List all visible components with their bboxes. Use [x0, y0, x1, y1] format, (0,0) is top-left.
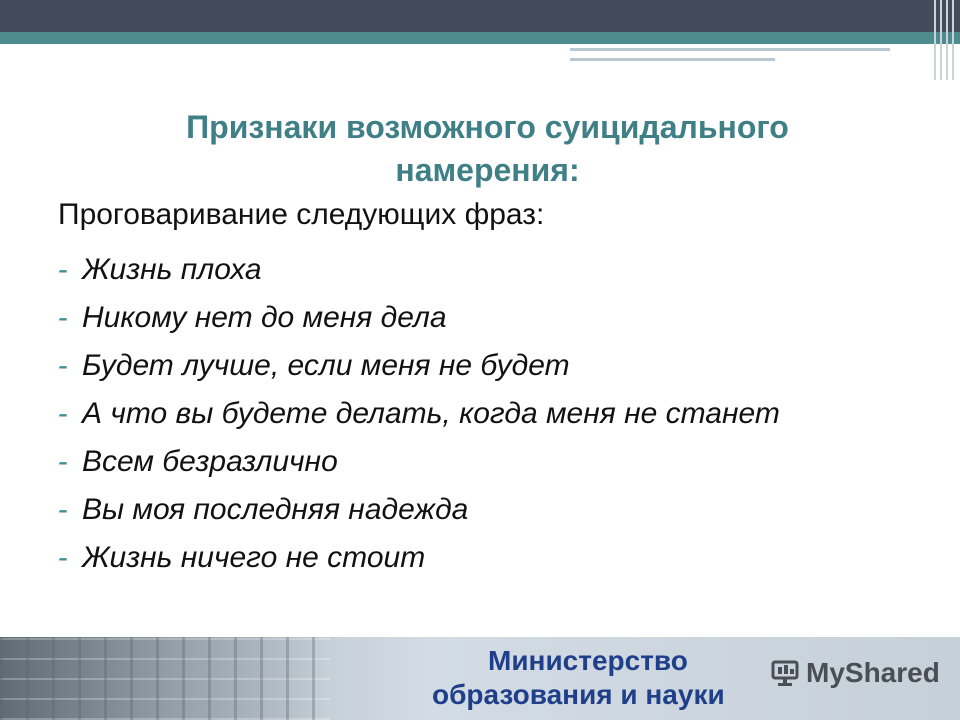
list-item	[58, 252, 878, 287]
list-item	[58, 300, 878, 335]
slide-intro: Проговаривание следующих фраз:	[58, 198, 545, 231]
logo-text: MyShared	[806, 657, 940, 688]
list-item-text: Жизнь ничего не стоит	[82, 541, 426, 574]
list-item-text: Всем безразлично	[82, 445, 338, 478]
bullet-dash: -	[58, 397, 68, 430]
decorative-line	[570, 48, 890, 51]
presentation-screen-icon	[770, 658, 800, 688]
bullet-dash: -	[58, 253, 68, 286]
building-photo	[0, 637, 330, 720]
list-item-text: Жизнь плоха	[82, 253, 262, 286]
bullet-list	[58, 252, 878, 588]
bullet-dash: -	[58, 445, 68, 478]
ministry-title-line1: Министерство	[488, 645, 688, 676]
bullet-dash: -	[58, 541, 68, 574]
slide-title: Признаки возможного суицидального намерения:	[186, 109, 789, 188]
ministry-title-line2: образования и науки	[432, 679, 725, 710]
list-item-text: Вы моя последняя надежда	[82, 493, 469, 526]
list-item-text: Никому нет до меня дела	[82, 301, 447, 334]
bullet-dash: -	[58, 301, 68, 334]
bottom-banner	[0, 637, 960, 720]
bullet-dash: -	[58, 349, 68, 382]
myshared-logo[interactable]	[770, 657, 940, 689]
list-item-text: А что вы будете делать, когда меня не станет	[82, 397, 780, 430]
list-item	[58, 396, 878, 431]
list-item	[58, 540, 878, 575]
bullet-dash: -	[58, 493, 68, 526]
list-item	[58, 492, 878, 527]
top-accent-bar	[0, 32, 960, 44]
decorative-stripes	[930, 0, 960, 80]
top-dark-bar	[0, 0, 960, 32]
list-item	[58, 444, 878, 479]
list-item	[58, 348, 878, 383]
list-item-text: Будет лучше, если меня не будет	[82, 349, 570, 382]
decorative-line	[570, 58, 775, 61]
